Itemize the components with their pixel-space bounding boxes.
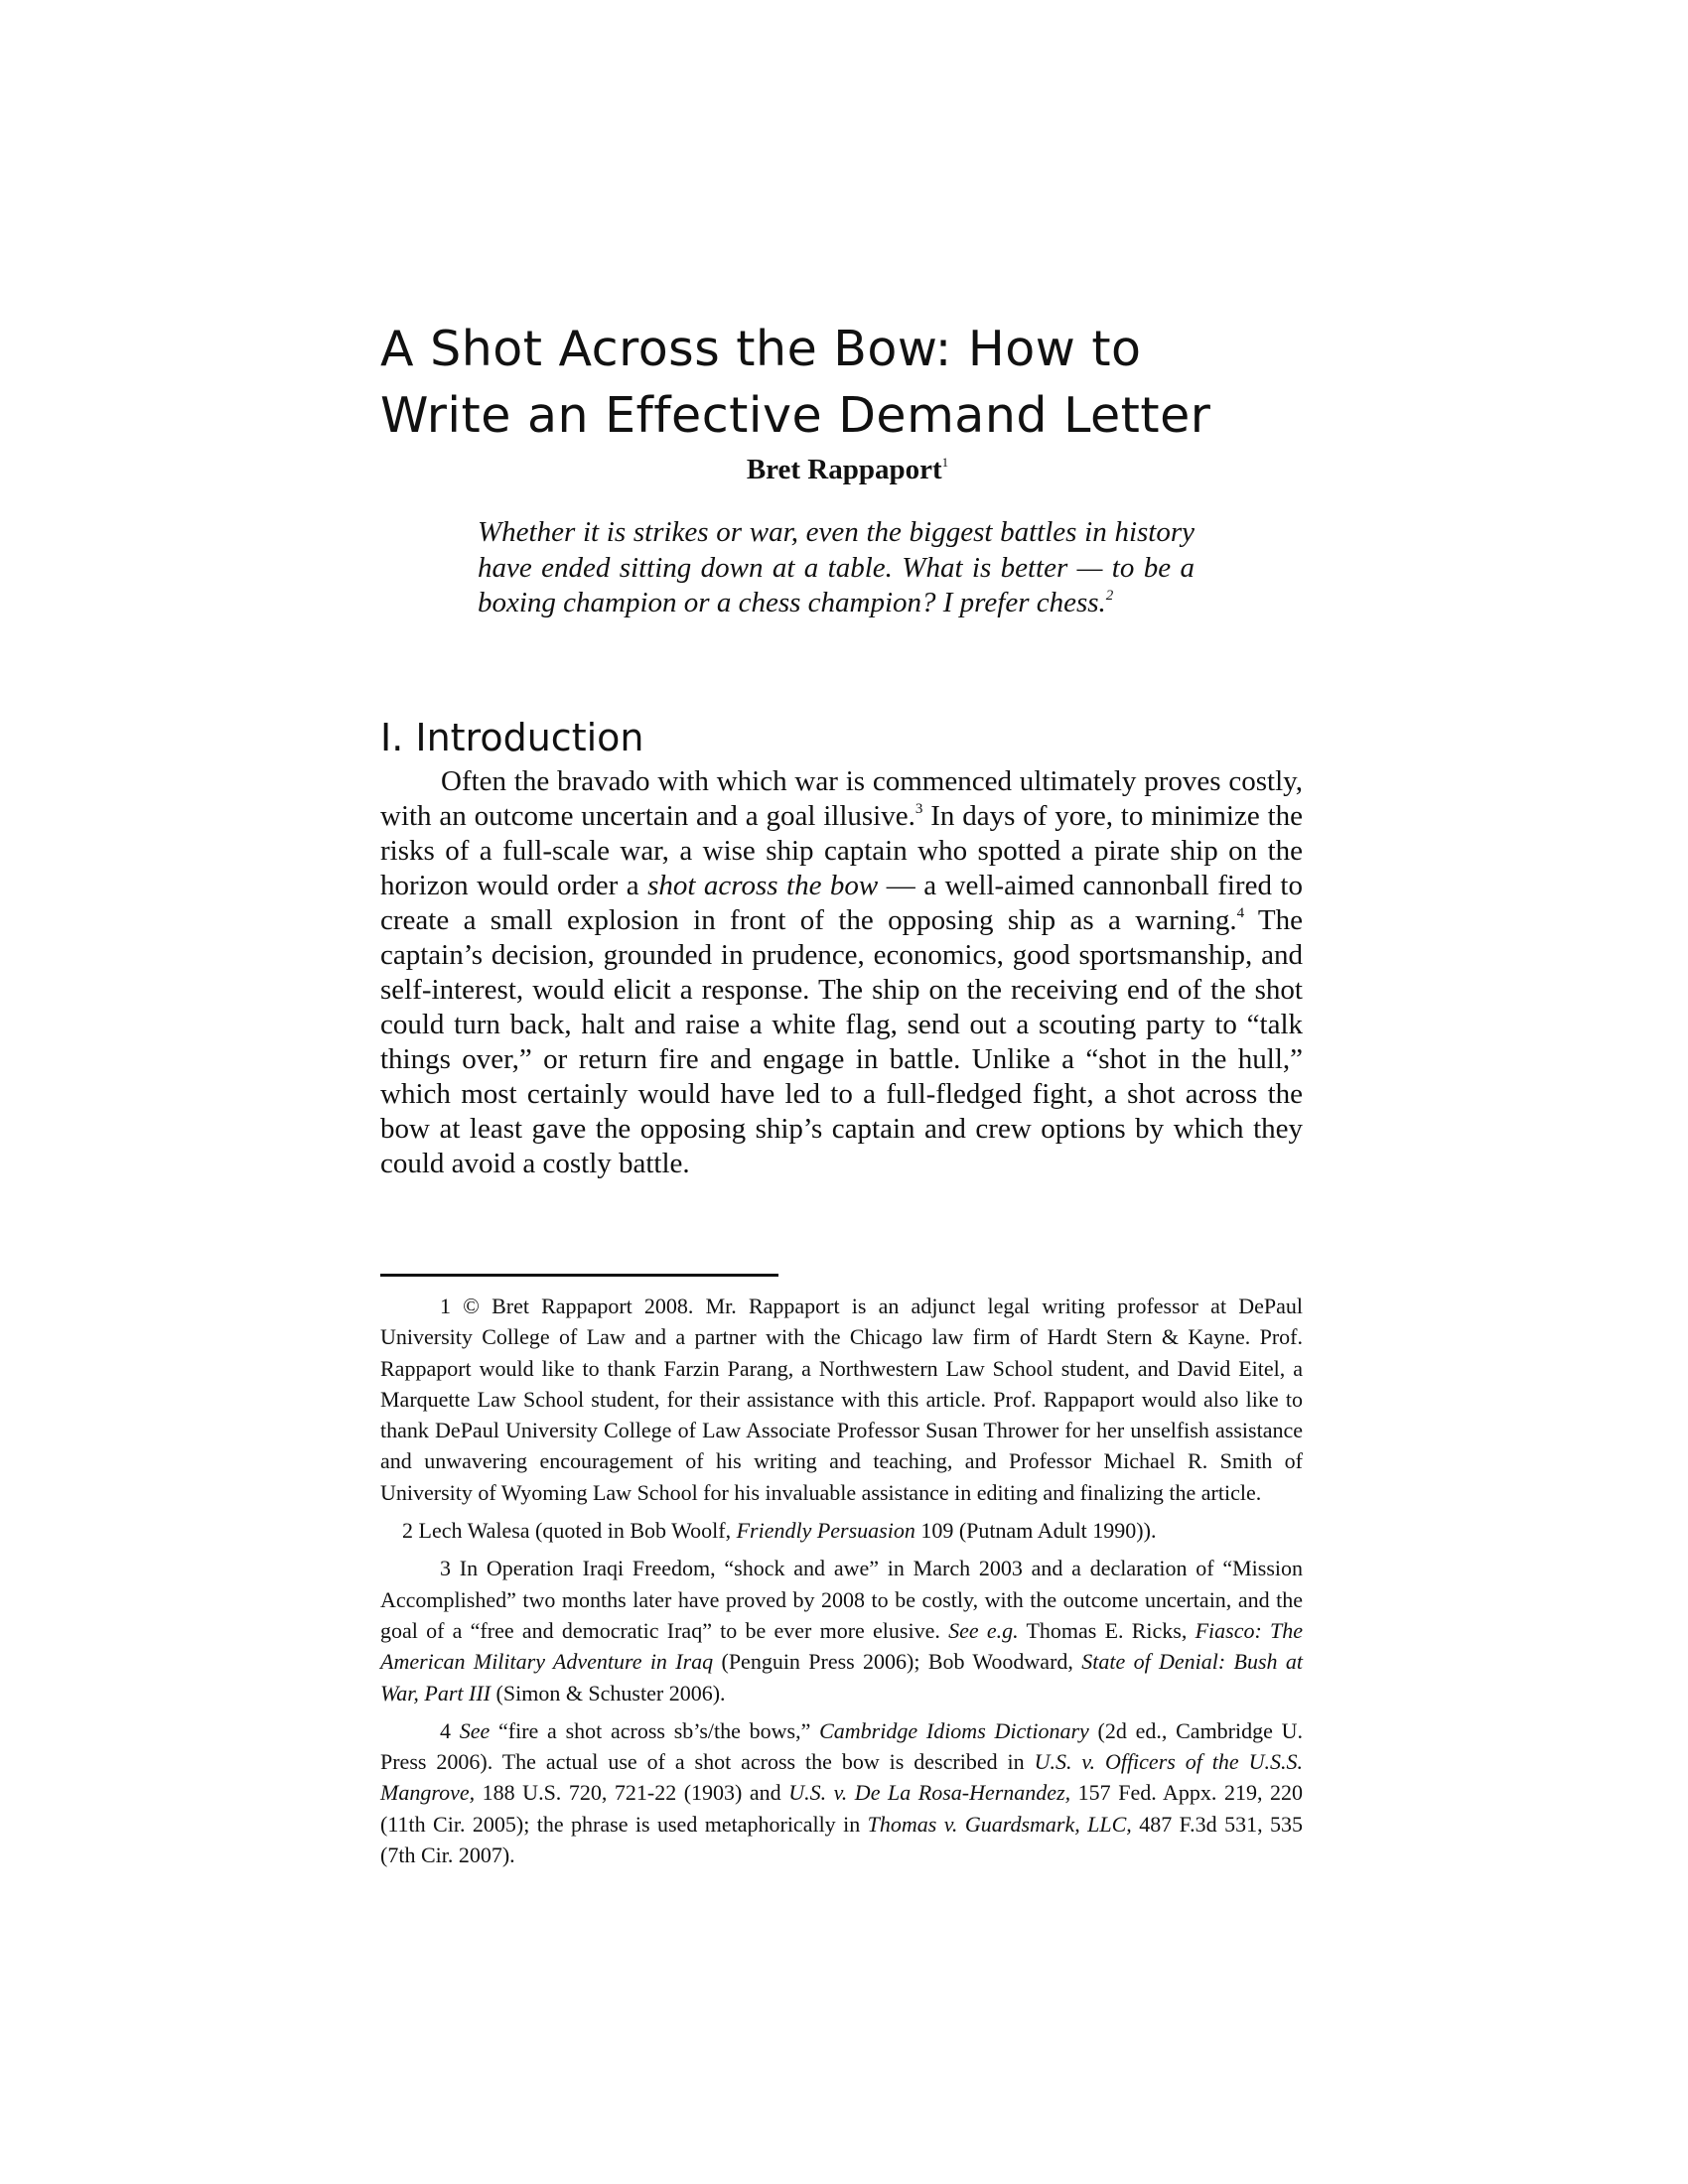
footnote-3 [380,1553,1303,1707]
footnote-3-italic-f: State of Denial: Bush at War, Part III [380,1649,1303,1706]
footnote-4-text-g: 188 U.S. 720, 721-22 (1903) and [475,1780,789,1806]
footnote-4-italic-f: U.S. v. Officers of the U.S.S. Mangrove, [380,1749,1303,1806]
footnote-4-italic-j: Thomas v. Guardsmark, LLC, [867,1811,1132,1837]
footnote-2-text-c: 109 (Putnam Adult 1990)). [914,1518,1157,1544]
author-name: Bret Rappaport [746,454,942,485]
footnotes [380,1291,1303,1877]
footnote-1: 1 © Bret Rappaport 2008. Mr. Rappaport is an adjunct legal writing professor at DePaul University College of Law and a partner with the Chicago law firm of Hardt Stern & Kayne. Prof. Rappaport would like to thank Farzin Parang, a Northwestern Law School student, and David Eitel, a Marquette Law School student, for their assistance with this article. Prof. Rappaport would also like to thank DePaul University College of Law Associate Professor Susan Thrower for her unselfish assistance and unwavering encouragement of his writing and teaching, and Professor Michael R. Smith of University of Wyoming Law School for his invaluable assistance in editing and finalizing the article. [380,1294,1303,1505]
footnote-3-italic-d: Fiasco: The American Military Adventure in Iraq [380,1617,1304,1675]
author-footnote-ref: 1 [941,455,949,470]
epigraph-quote [478,515,1195,621]
intro-text-3: — a well-aimed cannonball fired to create a small explosion in front of the opposing ship as a warning. [380,870,1303,936]
introduction-paragraph [380,764,1303,1181]
footnote-4-text-a: 4 [440,1717,460,1743]
footnote-3-text-g: (Simon & Schuster 2006). [491,1680,726,1706]
footnote-4-italic-h: U.S. v. De La Rosa-Hernandez, [788,1780,1071,1806]
footnote-divider [380,1274,778,1277]
epigraph-text: Whether it is strikes or war, even the biggest battles in history have ended sitting down at a table. What is better — to be a boxing champion or a chess champion? I prefer chess. [478,516,1195,618]
footnote-4-text-c: “fire a shot across sb’s/the bows,” [490,1717,820,1743]
epigraph-footnote-ref: 2 [1105,588,1114,604]
footnote-2-text-a: 2 Lech Walesa (quoted in Bob Woolf, [402,1518,737,1544]
footnote-4-italic-b: See [459,1717,491,1743]
footnote-4-text-i: 157 Fed. Appx. 219, 220 (11th Cir. 2005); the phrase is used metaphorically in [380,1780,1303,1837]
footnote-ref-3: 3 [914,801,923,817]
intro-text-1: Often the bravado with which war is commenced ultimately proves costly, with an outcome uncertain and a goal illusive. [380,765,1303,832]
footnote-ref-4: 4 [1236,905,1245,921]
footnote-2-italic: Friendly Persuasion [736,1518,915,1544]
article-title [380,316,1314,449]
author-byline [380,446,1309,486]
intro-text-2: In days of yore, to minimize the risks of a full-scale war, a wise ship captain who spotted a pirate ship on the horizon would order a [380,800,1303,901]
intro-text-4: The captain’s decision, grounded in prudence, economics, good sportsmanship, and self-interest, would elicit a response. The ship on the receiving end of the shot could turn back, halt and raise a white flag, send out a scouting party to “talk things over,” or return fire and engage in battle. Unlike a “shot in the hull,” which most certainly would have led to a full-fledged fight, a shot across the bow at least gave the opposing ship’s captain and crew options by which they could avoid a costly battle. [380,904,1304,1179]
section-heading-introduction: I. Introduction [380,716,644,759]
footnote-3-text-c: Thomas E. Ricks, [1018,1617,1196,1643]
title-line-1: A Shot Across the Bow: How to [380,321,1142,377]
footnote-3-text-a: 3 In Operation Iraqi Freedom, “shock and awe” in March 2003 and a declaration of “Mission Accomplished” two months later have proved by 2008 to be costly, with the outcome uncertain, and the goal of a “free and democratic Iraq” to be ever more elusive. [380,1556,1303,1643]
footnote-4-italic-d: Cambridge Idioms Dictionary [819,1717,1089,1743]
footnote-3-text-e: (Penguin Press 2006); Bob Woodward, [713,1649,1082,1675]
title-line-2: Write an Effective Demand Letter [380,387,1211,444]
footnote-4-text-k: 487 F.3d 531, 535 (7th Cir. 2007). [380,1811,1303,1868]
footnote-3-italic-b: See e.g. [948,1617,1019,1643]
intro-italic-phrase: shot across the bow [647,870,879,901]
footnote-4 [380,1715,1303,1870]
footnote-4-text-e: (2d ed., Cambridge U. Press 2006). The actual use of a shot across the bow is described in [380,1717,1304,1775]
footnote-2 [380,1515,1303,1546]
